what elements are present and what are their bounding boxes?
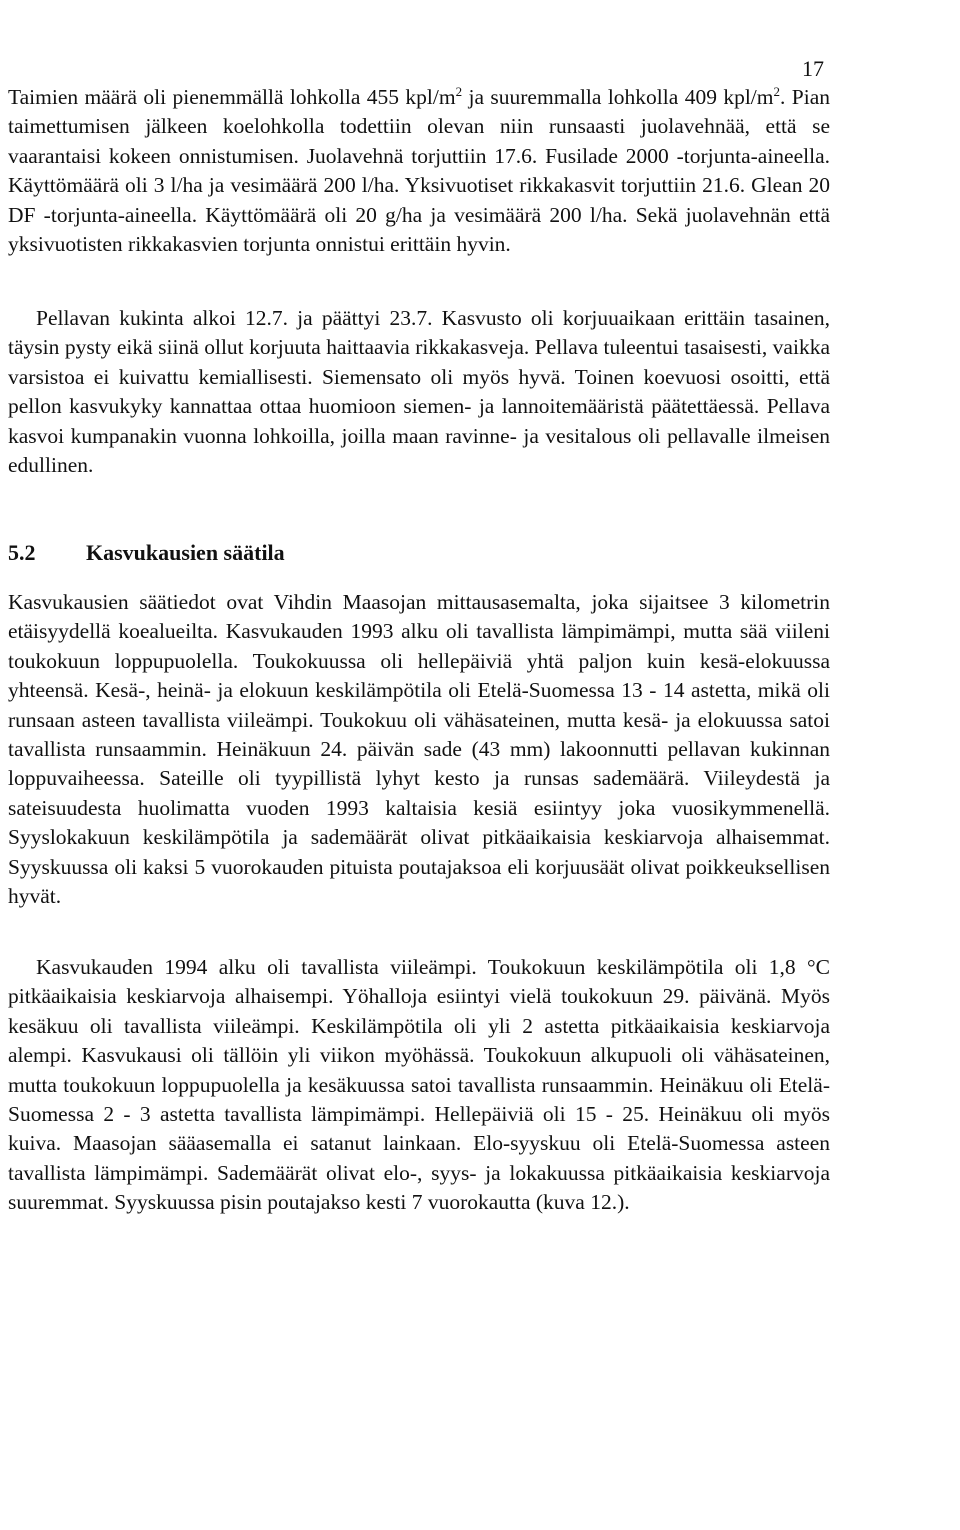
section-title: Kasvukausien säätila — [86, 540, 285, 565]
paragraph-weeds-text-b: ja suuremmalla lohkolla 409 kpl/m — [462, 85, 774, 109]
superscript: 2 — [773, 84, 780, 99]
superscript: 2 — [455, 84, 463, 99]
paragraph-flowering: Pellavan kukinta alkoi 12.7. ja päättyi 23.7. Kasvusto oli korjuuaikaan erittäin tasainen, täysin pysty eikä siinä ollut korjuuta haittaavia rikkakasveja. Pellava tuleentui tasaisesti, vaikka varsistoa ei kuivattu kemiallisesti. Siemensato oli myös hyvä. Toinen koevuosi osoitti, että pellon kasvukyky kannattaa ottaa huomioon siemen- ja lannoitemääristä päätettäessä. Pellava kasvoi kumpanakin vuonna lohkoilla, joilla maan ravinne- ja vesitalous oli pellavalle ilmeisen edullinen. — [8, 306, 830, 478]
paragraph-weather-1993: Kasvukausien säätiedot ovat Vihdin Maasojan mittausasemalta, joka sijaitsee 3 kilometrin etäisyydellä koealueilta. Kasvukauden 1993 alku oli tavallista lämpimämpi, mutta sää viileni toukokuun loppupuolella. Toukokuussa oli hellepäiviä yhtä paljon kuin kesä-elokuussa yhteensä. Kesä-, heinä- ja elokuun keskilämpötila oli Etelä-Suomessa 13 - 14 astetta, mikä oli runsaan asteen tavallista viileämpi. Toukokuu oli vähäsateinen, mutta kesä- ja elokuussa satoi tavallista runsaammin. Heinäkuun 24. päivän sade (43 mm) lakoonnutti pellavan kukinnan loppuvaiheessa. Sateille oli tyypillistä lyhyt kesto ja runsas sademäärä. Viileydestä ja sateisuudesta huolimatta vuoden 1993 kaltaisia kesiä esiintyy joka vuosikymmenellä. Syyslokakuun keskilämpötila ja sademäärät olivat pitkäaikaisia keskiarvoja alhaisemmat. Syyskuussa oli kaksi 5 vuorokauden pituista poutajaksoa eli korjuusäät olivat poikkeuksellisen hyvät. — [8, 590, 830, 909]
page-number: 17 — [802, 56, 824, 81]
paragraph-weeds-text-a: Taimien määrä oli pienemmällä lohkolla 455 kpl/m — [8, 85, 456, 109]
paragraph-weeds-text-c: . Pian taimettumisen jälkeen koelohkolla todettiin olevan niin runsaasti juolavehnää, että se vaarantaisi kokeen onnistumisen. Juolavehnä torjuttiin 17.6. Fusilade 2000 -torjunta-aineella. Käyttömäärä oli 3 l/ha ja vesimäärä 200 l/ha. Yksivuotiset rikkakasvit torjuttiin 21.6. Glean 20 DF -torjunta-aineella. Käyttömäärä oli 20 g/ha ja vesimäärä 200 l/ha. Sekä juolavehnän että yksivuotisten rikkakasvien torjunta onnistui erittäin hyvin. — [8, 85, 830, 257]
paragraph-weeds — [8, 83, 830, 259]
section-heading — [8, 540, 285, 566]
section-number: 5.2 — [8, 540, 36, 565]
paragraph-weather-1994: Kasvukauden 1994 alku oli tavallista viileämpi. Toukokuun keskilämpötila oli 1,8 °C pitkäaikaisia keskiarvoja alhaisempi. Yöhalloja esiintyi vielä toukokuun 29. päivänä. Myös kesäkuu oli tavallista viileämpi. Keskilämpötila oli yli 2 astetta pitkäaikaisia keskiarvoja alempi. Kasvukausi oli tällöin yli viikon myöhässä. Toukokuun alkupuoli oli vähäsateinen, mutta toukokuun loppupuolella ja kesäkuussa satoi tavallista runsaammin. Heinäkuu oli Etelä-Suomessa 2 - 3 astetta tavallista lämpimämpi. Hellepäiviä oli 15 - 25. Heinäkuu oli myös kuiva. Maasojan sääasemalla ei satanut lainkaan. Elo-syyskuu oli Etelä-Suomessa asteen tavallista lämpimämpi. Sademäärät olivat elo-, syys- ja lokakuussa pitkäaikaisia keskiarvoja suuremmat. Syyskuussa pisin poutajakso kesti 7 vuorokautta (kuva 12.). — [8, 955, 830, 1215]
